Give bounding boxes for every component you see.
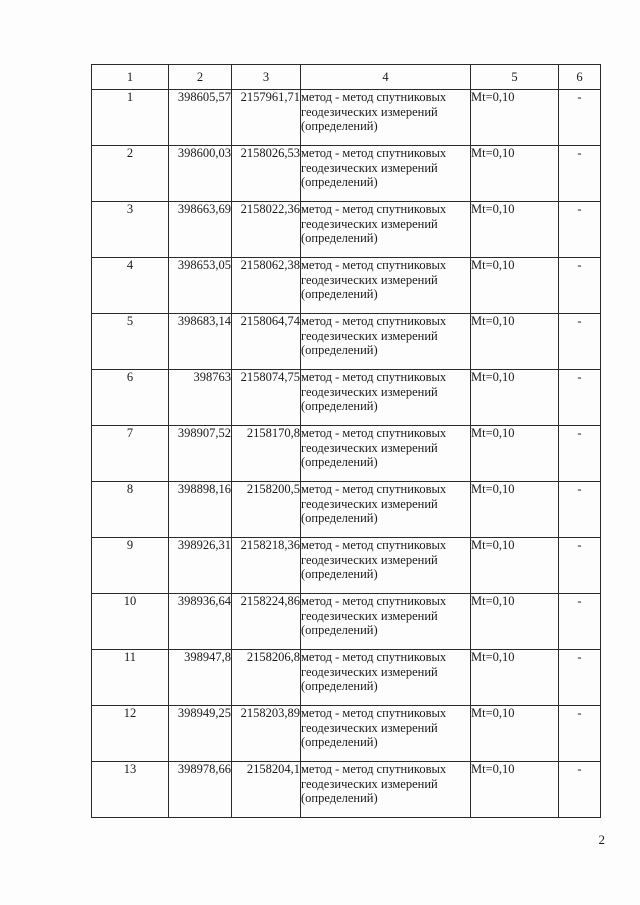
method-text-line: (определений) — [301, 399, 378, 413]
table-row — [92, 258, 601, 314]
x-coordinate-cell: 398653,05 — [169, 258, 232, 314]
note-cell: - — [559, 706, 601, 762]
point-number-cell: 10 — [92, 594, 169, 650]
x-coordinate-cell: 398947,8 — [169, 650, 232, 706]
method-text-line: геодезических измерений — [301, 328, 438, 343]
accuracy-cell: Mt=0,10 — [471, 538, 559, 594]
page-number: 2 — [598, 832, 605, 847]
method-text-line: геодезических измерений — [301, 552, 438, 567]
point-number-cell: 3 — [92, 202, 169, 258]
method-text-line: метод - метод спутниковых — [301, 314, 447, 328]
method-cell — [301, 314, 471, 370]
x-coordinate-cell: 398683,14 — [169, 314, 232, 370]
table-row — [92, 650, 601, 706]
method-text-line: метод - метод спутниковых — [301, 258, 447, 272]
y-coordinate-cell: 2158022,36 — [232, 202, 301, 258]
table-row — [92, 370, 601, 426]
table-row — [92, 426, 601, 482]
y-coordinate-cell: 2158200,5 — [232, 482, 301, 538]
method-text-line: (определений) — [301, 791, 378, 805]
method-text-line: (определений) — [301, 735, 378, 749]
method-text-line: геодезических измерений — [301, 664, 438, 679]
accuracy-cell: Mt=0,10 — [471, 314, 559, 370]
column-header: 2 — [169, 65, 232, 90]
x-coordinate-cell: 398898,16 — [169, 482, 232, 538]
point-number-cell: 7 — [92, 426, 169, 482]
column-header: 4 — [301, 65, 471, 90]
method-text-line: метод - метод спутниковых — [301, 482, 447, 496]
point-number-cell: 4 — [92, 258, 169, 314]
y-coordinate-cell: 2158206,8 — [232, 650, 301, 706]
y-coordinate-cell: 2157961,71 — [232, 90, 301, 146]
x-coordinate-cell: 398949,25 — [169, 706, 232, 762]
method-text-line: геодезических измерений — [301, 608, 438, 623]
accuracy-cell: Mt=0,10 — [471, 258, 559, 314]
note-cell: - — [559, 426, 601, 482]
y-coordinate-cell: 2158224,86 — [232, 594, 301, 650]
accuracy-cell: Mt=0,10 — [471, 370, 559, 426]
method-text-line: метод - метод спутниковых — [301, 90, 447, 104]
method-text-line: (определений) — [301, 343, 378, 357]
x-coordinate-cell: 398600,03 — [169, 146, 232, 202]
method-text-line: метод - метод спутниковых — [301, 202, 447, 216]
method-text-line: метод - метод спутниковых — [301, 706, 447, 720]
method-cell — [301, 426, 471, 482]
method-cell — [301, 650, 471, 706]
method-text-line: метод - метод спутниковых — [301, 370, 447, 384]
point-number-cell: 1 — [92, 90, 169, 146]
y-coordinate-cell: 2158064,74 — [232, 314, 301, 370]
x-coordinate-cell: 398663,69 — [169, 202, 232, 258]
method-text-line: метод - метод спутниковых — [301, 146, 447, 160]
note-cell: - — [559, 202, 601, 258]
method-text-line: геодезических измерений — [301, 104, 438, 119]
point-number-cell: 2 — [92, 146, 169, 202]
y-coordinate-cell: 2158204,1 — [232, 762, 301, 818]
method-cell — [301, 146, 471, 202]
note-cell: - — [559, 146, 601, 202]
method-text-line: (определений) — [301, 175, 378, 189]
method-text-line: (определений) — [301, 287, 378, 301]
method-text-line: геодезических измерений — [301, 720, 438, 735]
method-text-line: (определений) — [301, 679, 378, 693]
note-cell: - — [559, 482, 601, 538]
note-cell: - — [559, 762, 601, 818]
y-coordinate-cell: 2158026,53 — [232, 146, 301, 202]
point-number-cell: 6 — [92, 370, 169, 426]
table-row — [92, 202, 601, 258]
method-cell — [301, 482, 471, 538]
method-cell — [301, 762, 471, 818]
method-cell — [301, 202, 471, 258]
method-text-line: (определений) — [301, 567, 378, 581]
column-header: 6 — [559, 65, 601, 90]
method-text-line: геодезических измерений — [301, 216, 438, 231]
column-header: 1 — [92, 65, 169, 90]
accuracy-cell: Mt=0,10 — [471, 90, 559, 146]
table-row — [92, 314, 601, 370]
method-text-line: (определений) — [301, 231, 378, 245]
accuracy-cell: Mt=0,10 — [471, 426, 559, 482]
table-header-row — [92, 65, 601, 90]
x-coordinate-cell: 398907,52 — [169, 426, 232, 482]
note-cell: - — [559, 314, 601, 370]
accuracy-cell: Mt=0,10 — [471, 482, 559, 538]
method-text-line: геодезических измерений — [301, 496, 438, 511]
x-coordinate-cell: 398978,66 — [169, 762, 232, 818]
accuracy-cell: Mt=0,10 — [471, 650, 559, 706]
method-cell — [301, 594, 471, 650]
y-coordinate-cell: 2158170,8 — [232, 426, 301, 482]
table-row — [92, 762, 601, 818]
method-text-line: метод - метод спутниковых — [301, 650, 447, 664]
method-cell — [301, 90, 471, 146]
method-cell — [301, 258, 471, 314]
table-row — [92, 706, 601, 762]
method-cell — [301, 538, 471, 594]
accuracy-cell: Mt=0,10 — [471, 594, 559, 650]
point-number-cell: 8 — [92, 482, 169, 538]
method-text-line: геодезических измерений — [301, 272, 438, 287]
y-coordinate-cell: 2158218,36 — [232, 538, 301, 594]
point-number-cell: 11 — [92, 650, 169, 706]
method-text-line: (определений) — [301, 623, 378, 637]
table-row — [92, 146, 601, 202]
method-cell — [301, 370, 471, 426]
accuracy-cell: Mt=0,10 — [471, 146, 559, 202]
note-cell: - — [559, 538, 601, 594]
method-text-line: геодезических измерений — [301, 384, 438, 399]
accuracy-cell: Mt=0,10 — [471, 202, 559, 258]
x-coordinate-cell: 398763 — [169, 370, 232, 426]
point-number-cell: 13 — [92, 762, 169, 818]
y-coordinate-cell: 2158203,89 — [232, 706, 301, 762]
x-coordinate-cell: 398605,57 — [169, 90, 232, 146]
method-text-line: метод - метод спутниковых — [301, 762, 447, 776]
point-number-cell: 9 — [92, 538, 169, 594]
column-header: 3 — [232, 65, 301, 90]
note-cell: - — [559, 650, 601, 706]
x-coordinate-cell: 398926,31 — [169, 538, 232, 594]
column-header: 5 — [471, 65, 559, 90]
table-row — [92, 90, 601, 146]
table-row — [92, 594, 601, 650]
table-row — [92, 538, 601, 594]
y-coordinate-cell: 2158074,75 — [232, 370, 301, 426]
accuracy-cell: Mt=0,10 — [471, 706, 559, 762]
accuracy-cell: Mt=0,10 — [471, 762, 559, 818]
y-coordinate-cell: 2158062,38 — [232, 258, 301, 314]
note-cell: - — [559, 90, 601, 146]
method-text-line: метод - метод спутниковых — [301, 594, 447, 608]
point-number-cell: 12 — [92, 706, 169, 762]
table-row — [92, 482, 601, 538]
note-cell: - — [559, 370, 601, 426]
method-cell — [301, 706, 471, 762]
note-cell: - — [559, 594, 601, 650]
coordinates-table — [91, 64, 601, 818]
note-cell: - — [559, 258, 601, 314]
method-text-line: (определений) — [301, 119, 378, 133]
method-text-line: геодезических измерений — [301, 776, 438, 791]
method-text-line: геодезических измерений — [301, 160, 438, 175]
method-text-line: (определений) — [301, 455, 378, 469]
point-number-cell: 5 — [92, 314, 169, 370]
x-coordinate-cell: 398936,64 — [169, 594, 232, 650]
method-text-line: метод - метод спутниковых — [301, 426, 447, 440]
method-text-line: метод - метод спутниковых — [301, 538, 447, 552]
method-text-line: (определений) — [301, 511, 378, 525]
method-text-line: геодезических измерений — [301, 440, 438, 455]
